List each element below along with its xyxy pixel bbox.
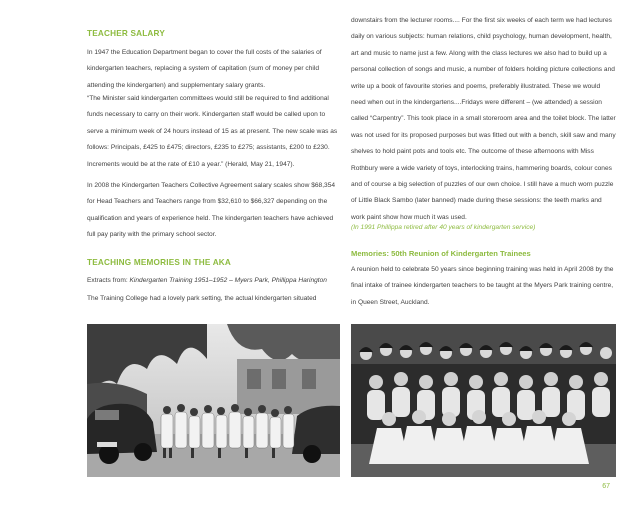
- continued-paragraph: downstairs from the lecturer rooms.... For the first six weeks of each term we had lectures daily on various subjects: human relations, child psychology, human development, health, art and music to name just a few. Along with the class lectures we also had to build up a personal collection of songs and music, a number of folders holding picture collections and write up a book of favourite stories and poems, preferably illustrated. These we would need when out in the kindergartens....Fridays were different – (we attended) a session called “Carpentry”. This took place in a small storeroom area and the toilet block. The latter was not used for its proposed purposes but was fitted out with a bench, skill saw and many shelves to hold paint pots and tools etc. The outcome of these afternoons with Miss Rothbury were a wide variety of toys, interlocking trains, hammering boards, colour cones and of course a big selection of puzzles of our own choice. I still have a much worn puzzle of Little Black Sambo (later banned) made during these sessions: the teeth marks and work paint show how much it was used.: [351, 17, 616, 221]
- training-college-paragraph: The Training College had a lovely park setting, the actual kindergarten situated: [87, 295, 317, 302]
- reunion-heading: Memories: 50th Reunion of Kindergarten Trainees: [351, 249, 531, 258]
- salary-paragraph-2: “The Minister said kindergarten committees would still be required to find additional funds necessary to carry on their work. Kindergarten staff would be called upon to serve a minimum week of 24 hours instead of 15 as at present. The new scale was as follows: Principals, £425 to £475; directors, £235 to £275; assistants, £200 to £230. Increments would be at the rate of £10 a year.” (Herald, May 21, 1947).: [87, 95, 338, 168]
- reunion-group-photo: [351, 324, 616, 477]
- retired-note: (In 1991 Phillippa retired after 40 years of kindergarten service): [351, 224, 536, 231]
- extract-source: [87, 273, 340, 289]
- salary-paragraph-3: In 2008 the Kindergarten Teachers Collective Agreement salary scales show $68,354 for Head Teachers and Teachers range from $32,610 to $66,327 depending on the qualification and years of experience held. The kindergarten teachers have achieved full pay parity with the primary school sector.: [87, 182, 336, 239]
- teacher-salary-heading: TEACHER SALARY: [87, 29, 166, 38]
- outdoor-group-photo: [87, 324, 340, 477]
- page-number: 67: [602, 483, 610, 490]
- extract-prefix: Extracts from:: [87, 277, 130, 284]
- salary-paragraph-1: In 1947 the Education Department began to cover the full costs of the salaries of kindergarten teachers, replacing a system of capitation (sum of money per child attending the kindergarten) and supplementary salary grants.: [87, 49, 322, 89]
- reunion-paragraph: A reunion held to celebrate 50 years since beginning training was held in April 2008 by the final intake of trainee kindergarten teachers to be taught at the Myers Park training centre, in Queen Street, Auckland.: [351, 266, 614, 306]
- extract-title: Kindergarten Training 1951–1952 – Myers Park, Phillippa Harington: [129, 277, 327, 284]
- teaching-memories-heading: TEACHING MEMORIES IN THE AKA: [87, 258, 232, 267]
